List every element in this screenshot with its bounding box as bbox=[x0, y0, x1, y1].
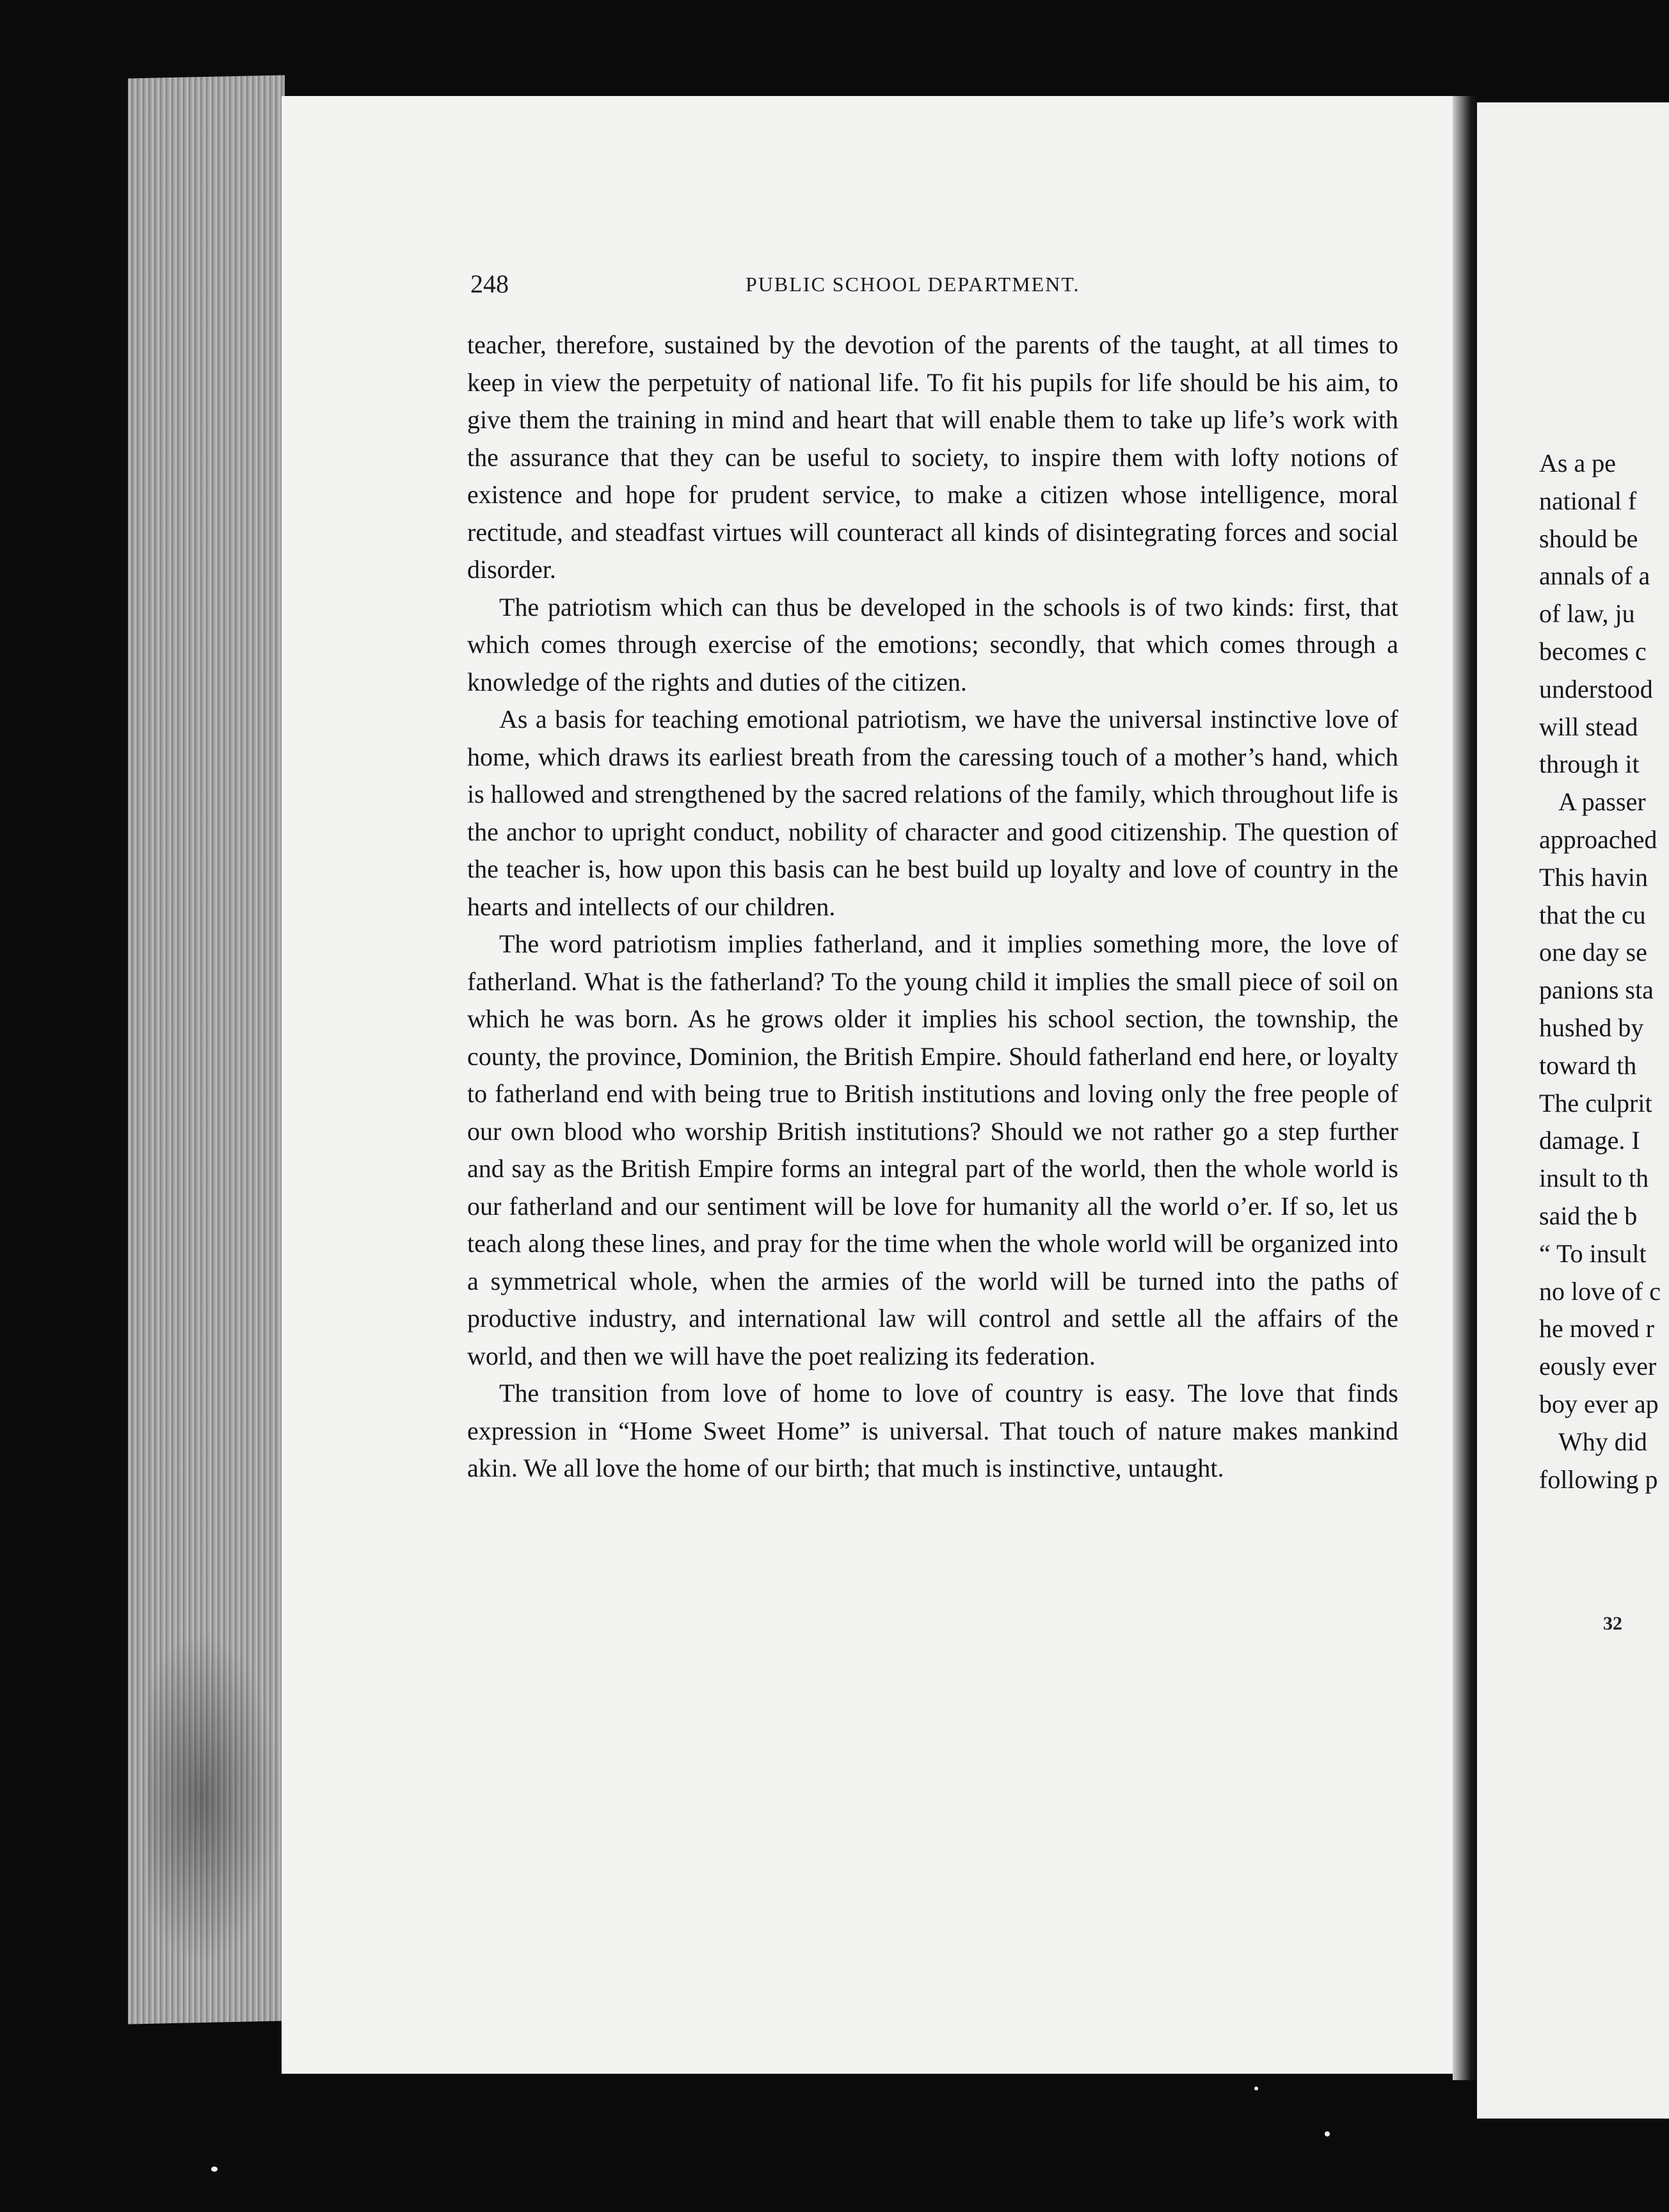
right-page-line: approached bbox=[1539, 824, 1657, 854]
book-gutter bbox=[1453, 96, 1478, 2080]
paragraph: The transition from love of home to love of country is easy. The love that finds expression in “Home Sweet Home” is universal. That touch of nature makes mankind akin. We all love the home of our birth; that much is instinctive, untaught. bbox=[467, 1379, 1398, 1482]
right-page-line: following p bbox=[1539, 1464, 1658, 1494]
right-page-line: should be bbox=[1539, 524, 1638, 553]
right-page-line: becomes c bbox=[1539, 636, 1647, 666]
right-page-line: insult to th bbox=[1539, 1164, 1649, 1193]
dust-speck bbox=[1325, 2131, 1330, 2136]
right-page-line: As a pe bbox=[1539, 449, 1616, 477]
right-page-line: understood bbox=[1539, 674, 1653, 703]
right-page-line: Why did bbox=[1558, 1427, 1647, 1456]
right-page-line: boy ever ap bbox=[1539, 1389, 1659, 1418]
right-page-line: A passer bbox=[1558, 787, 1646, 817]
right-page-line: The culprit bbox=[1539, 1088, 1652, 1118]
right-page-line: eously ever bbox=[1539, 1352, 1657, 1381]
right-page-folio: 32 bbox=[1603, 1613, 1622, 1634]
right-page-line: annals of a bbox=[1539, 561, 1650, 591]
right-page-line: will stead bbox=[1539, 712, 1638, 741]
paragraph: As a basis for teaching emotional patriotism, we have the universal instinctive love of home, which draws its earliest breath from the caressing touch of a mother’s hand, which is hallowed and strengthened by the sacred relations of the family, which throughout life is the anchor to upright conduct, nobility of character and good citizenship. The question of the teacher is, how upon this basis can he best build up loyalty and love of country in the hearts and intellects of our children. bbox=[467, 705, 1398, 921]
right-page-line: toward th bbox=[1539, 1050, 1637, 1080]
paragraph: teacher, therefore, sustained by the devotion of the parents of the taught, at all times to keep in view the perpetuity of national life. To fit his pupils for life should be his aim, to give them the training in mind and heart that will enable them to take up life’s work with the assurance that they can be useful to society, to inspire them with lofty notions of existence and hope for prudent service, to make a citizen whose intelligence, moral rectitude, and steadfast virtues will counteract all kinds of disintegrating forces and social disorder. bbox=[467, 330, 1398, 584]
right-page-line: panions sta bbox=[1539, 975, 1654, 1005]
running-head: PUBLIC SCHOOL DEPARTMENT. bbox=[746, 273, 1080, 296]
right-page-line: that the cu bbox=[1539, 900, 1646, 929]
paragraph: The word patriotism implies fatherland, and it implies something more, the love of fatherland. What is the fatherland? To the young child it implies the small piece of soil on which he was born. As he grows older it implies his school section, the township, the county, the province, Dominion, the British Empire. Should fatherland end here, or loyalty to fatherland end with being true to British institutions and loving only the free people of our own blood who worship British institutions? Should we not rather go a step further and say as the British Empire forms an integral part of the world, then the whole world is our fatherland and our sentiment will be love for humanity all the world o’er. If so, let us teach along these lines, and pray for the time when the whole world will be organized into a symmetrical whole, when the armies of the world will be turned into the paths of productive industry, and international law will control and settle all the affairs of the world, and then we will have the poet realizing its federation. bbox=[467, 929, 1398, 1370]
right-page-line: This havin bbox=[1539, 862, 1648, 892]
page-header bbox=[470, 269, 1398, 307]
right-page-line: one day se bbox=[1539, 938, 1647, 967]
right-page-line: no love of c bbox=[1539, 1276, 1661, 1306]
right-page-line: of law, ju bbox=[1539, 599, 1635, 629]
right-page-line: national f bbox=[1539, 486, 1637, 515]
page-number: 248 bbox=[470, 269, 509, 298]
right-page-text bbox=[1539, 445, 1669, 1498]
dust-speck bbox=[1254, 2087, 1258, 2090]
right-page-line: “ To insult bbox=[1539, 1238, 1647, 1268]
right-page-line: through it bbox=[1539, 749, 1640, 779]
water-stain bbox=[147, 1632, 282, 1965]
right-page-line: damage. I bbox=[1539, 1126, 1640, 1155]
dust-speck bbox=[211, 2167, 218, 2172]
right-page-line: said the b bbox=[1539, 1201, 1638, 1230]
body-text bbox=[467, 326, 1398, 1487]
right-page-line: he moved r bbox=[1539, 1314, 1654, 1343]
right-page-line: hushed by bbox=[1539, 1013, 1644, 1042]
paragraph: The patriotism which can thus be developed in the schools is of two kinds: first, that which comes through exercise of the emotions; secondly, that which comes through a knowledge of the rights and duties of the citizen. bbox=[467, 592, 1398, 696]
